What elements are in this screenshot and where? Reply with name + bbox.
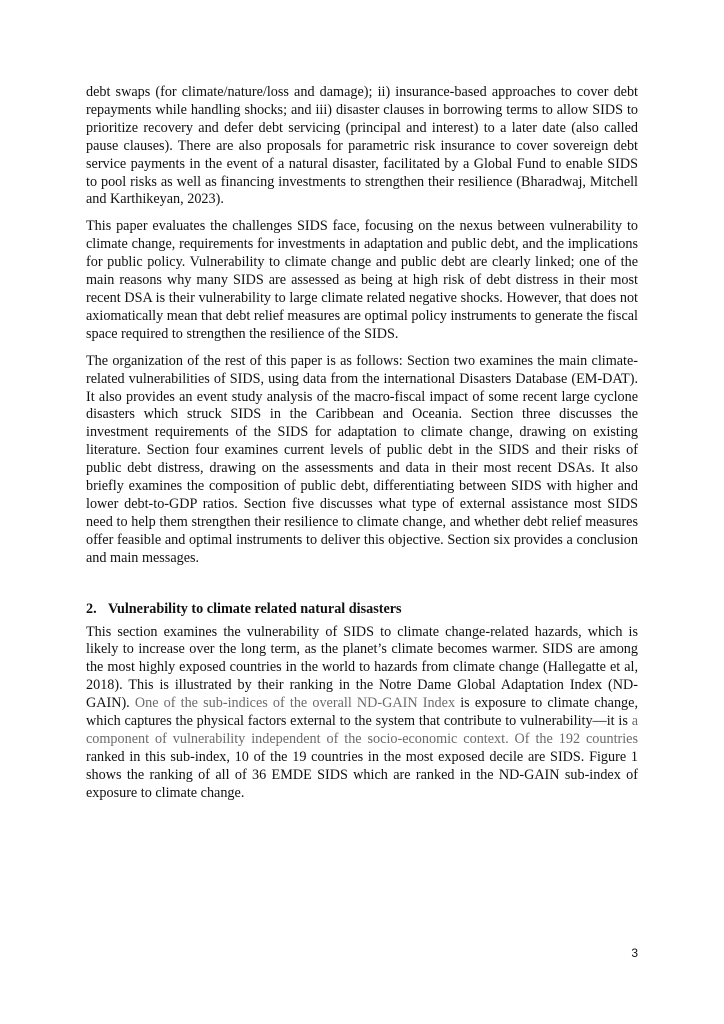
text-run: ranked in this sub-index, 10 of the 19 countries in the most exposed decile are SIDS. Figure 1 shows the ranking of all of 36 EMDE SIDS which are ranked in the ND-GAIN sub-index of exposure to climate change.: [86, 748, 638, 801]
section-heading: [86, 600, 638, 618]
section-title: Vulnerability to climate related natural disasters: [108, 600, 402, 617]
page-body: [86, 84, 638, 812]
paragraph-paper-organization: The organization of the rest of this paper is as follows: Section two examines the main climate-related vulnerabilities of SIDS, using data from the international Disasters Database (EM-DAT). It also provides an event study analysis of the macro-fiscal impact of some recent large cyclone disasters which struck SIDS in the Caribbean and Oceania. Section three discusses the investment requirements of the SIDS for adaptation to climate change, drawing on existing literature. Section four examines current levels of public debt in the SIDS and their risks of public debt distress, drawing on the assessments and data in their most recent DSAs. It also briefly examines the composition of public debt, differentiating between SIDS with higher and lower debt-to-GDP ratios. Section five discusses what type of external assistance most SIDS need to help them strengthen their resilience to climate change, and whether debt relief measures offer feasible and optimal instruments to deliver this objective. Section six provides a conclusion and main messages.: [86, 352, 638, 566]
paragraph-section-vulnerability: [86, 624, 638, 803]
text-run-gray: One of the sub-indices of the overall ND-GAIN Index: [134, 695, 456, 712]
paragraph-paper-overview: This paper evaluates the challenges SIDS face, focusing on the nexus between vulnerability to climate change, requirements for investments in adaptation and public debt, and the implications for public policy. Vulnerability to climate change and public debt are clearly linked; one of the main reasons why many SIDS are assessed as being at high risk of debt distress in their most recent DSA is their vulnerability to large climate related negative shocks. However, that does not axiomatically mean that debt relief measures are optimal policy instruments to generate the fiscal space required to strengthen the resilience of the SIDS.: [86, 218, 638, 342]
paragraph-debt-instruments: debt swaps (for climate/nature/loss and damage); ii) insurance-based approaches to cover debt repayments while handling shocks; and iii) disaster clauses in borrowing terms to allow SIDS to prioritize recovery and defer debt servicing (principal and interest) to a later date (also called pause clauses). There are also proposals for parametric risk insurance to cover sovereign debt service payments in the event of a natural disaster, facilitated by a Global Fund to enable SIDS to pool risks as well as financing investments to strengthen their resilience (Bharadwaj, Mitchell and Karthikeyan, 2023).: [86, 84, 638, 208]
text-run: is exposure to climate change, which captures the physical factors external to the system that contribute to vulnerability—it is: [86, 695, 638, 730]
section-number: 2.: [86, 600, 97, 617]
text-run-gray: a component of vulnerability independent of the socio-economic context. Of the 192 countries: [86, 713, 638, 747]
page-number: 3: [631, 946, 638, 960]
text-run: This section examines the vulnerability of SIDS to climate change-related hazards, which is likely to increase over the long term, as the planet’s climate becomes warmer. SIDS are among the most highly exposed countries in the world to hazards from climate change (Hallegatte et al, 2018). This is illustrated by their ranking in the Notre Dame Global Adaptation Index (ND-GAIN).: [86, 623, 638, 712]
